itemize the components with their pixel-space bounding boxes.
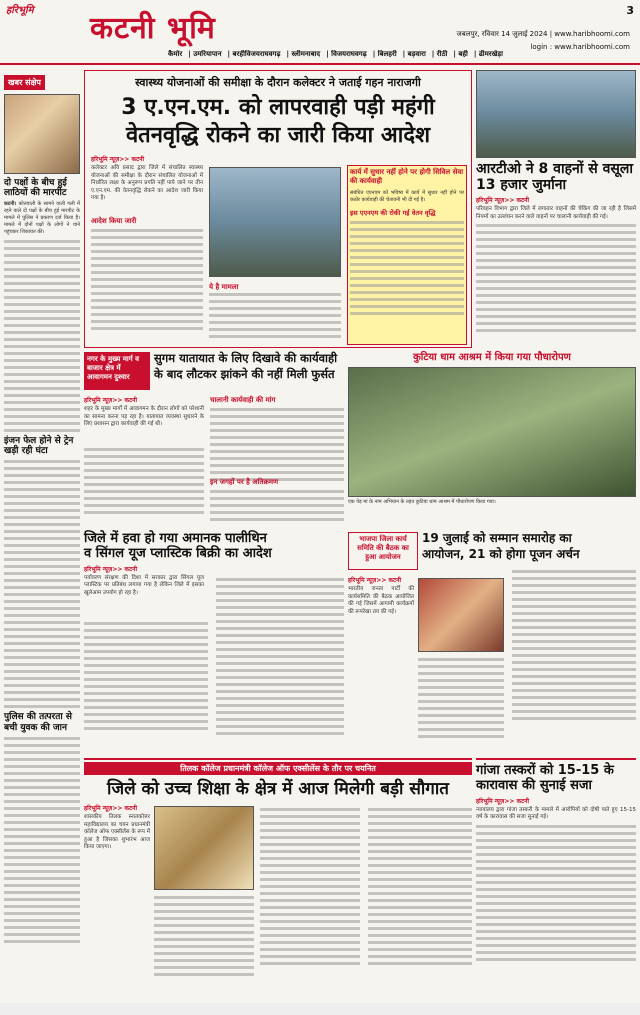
plantation-story [348, 352, 636, 528]
byline: हरिभूमि न्यूज़>> कटनी [476, 197, 530, 205]
news-photo [154, 806, 254, 890]
story-headline: सुगम यातायात के लिए दिखावे की कार्यवाही [154, 351, 338, 365]
story-headline: इंजन फेल होने से ट्रेन खड़ी रही घंटा [4, 435, 74, 457]
story-headline-2: के बाद लौटकर झांकने की नहीं मिली फुर्सत [154, 367, 335, 381]
story-headline: दो पक्षों के बीच हुई लाठियों की मारपीट [4, 178, 67, 199]
story-headline: पुलिस की तत्परता से बची युवक की जान [4, 712, 72, 733]
brand-logo: हरिभूमि [6, 5, 34, 16]
plastic-story [84, 532, 344, 754]
nav-bar: कैमोर | उमरियापान | बरहीविजयराघवगढ़ | स्लीमनाबाद | विजयराघवगढ़ | बिलहरी | बड़वारा | रीठी | बही | ढीमरखेड़ा [168, 50, 503, 58]
photo-caption: एक पेड़ मां के नाम अभियान के तहत कुटिया धाम आश्रम में पौधारोपण किया गया। [348, 498, 496, 505]
news-photo [418, 578, 504, 652]
news-photo [476, 70, 636, 158]
box-subheading: इस एएनएम की रोकी गई वेतन वृद्धि [350, 209, 436, 217]
byline: हरिभूमि न्यूज़>> कटनी [84, 397, 138, 404]
login-link[interactable]: login : www.haribhoomi.com [530, 43, 630, 51]
box-headline: कार्य में सुधार नहीं होने पर होगी सिविल सेवा की कार्यवाही [350, 168, 464, 185]
nav-item[interactable]: विजयराघवगढ़ [331, 50, 367, 58]
lead-kicker: स्वास्थ्य योजनाओं की समीक्षा के दौरान कलेक्टर ने जताई गहन नाराजगी [135, 76, 421, 89]
lead-story [84, 70, 472, 348]
section-tag: खबर संक्षेप [4, 75, 45, 90]
byline: हरिभूमि न्यूज़>> कटनी [476, 797, 530, 805]
dateline: जबलपुर, रविवार 14 जुलाई 2024 | www.haribhoomi.com [456, 30, 630, 38]
subheading: इन जगहों पर है अतिक्रमण [210, 478, 279, 486]
news-photo [209, 167, 341, 277]
subheading: आदेश किया जारी [91, 217, 137, 225]
nav-item[interactable]: बही [458, 50, 468, 58]
story-headline: गांजा तस्करों को 15-15 के [476, 763, 614, 778]
story-headline: कुटिया धाम आश्रम में किया गया पौधारोपण [413, 352, 571, 363]
news-photo [348, 367, 636, 497]
story-body: न्यायालय द्वारा गांजा तस्करी के मामले में आरोपियों को दोषी पाते हुए 15-15 वर्ष के कारावास की सजा सुनाई गई। [476, 806, 636, 821]
lead-headline-2: वेतनवृद्धि रोकने का जारी किया आदेश [125, 123, 431, 148]
story-body: शहर के मुख्य मार्गों में आवागमन के दौरान लोगों को परेशानी का सामना करना पड़ रहा है। यातायात व्यवस्था सुधारने के लिए प्रशासन द्वारा कार्यवाही की गई थी। [84, 406, 204, 427]
story-body: शासकीय तिलक स्नातकोत्तर महाविद्यालय का चयन प्रधानमंत्री कॉलेज ऑफ एक्सीलेंस के रूप में हुआ है जिसका शुभारंभ आज किया जाएगा। [84, 814, 150, 850]
footer-strip [0, 1003, 640, 1015]
bjp-story [348, 531, 580, 754]
story-headline: 19 जुलाई को सम्मान समारोह का [422, 531, 572, 545]
lead-headline: 3 ए.एन.एम. को लापरवाही पड़ी महंगी [121, 95, 435, 120]
divider [0, 63, 640, 65]
story-headline: जिले को उच्च शिक्षा के क्षेत्र में आज मिलेगी बड़ी सौगात [107, 779, 449, 799]
subheading: चालानी कार्यवाही की मांग [210, 396, 276, 404]
byline: हरिभूमि न्यूज़>> कटनी [84, 565, 138, 573]
byline: हरिभूमि न्यूज़>> कटनी [348, 577, 402, 584]
story-kicker: तिलक कॉलेज प्रधानमंत्री कॉलेज ऑफ एक्सीलेंस के तौर पर चयनित [84, 762, 472, 775]
nav-item[interactable]: बड़वारा [407, 50, 426, 58]
traffic-story [84, 352, 344, 528]
story-headline: आरटीओ ने 8 वाहनों से वसूला 13 हजार जुर्माना [476, 161, 633, 194]
college-story [84, 758, 472, 998]
left-column [4, 70, 80, 990]
nav-item[interactable]: रीठी [436, 50, 448, 58]
ganja-story [476, 758, 636, 998]
nav-item[interactable]: उमरियापान [193, 50, 222, 58]
byline: हरिभूमि न्यूज़>> कटनी [91, 156, 145, 163]
story-kicker: भाजपा जिला कार्य समिति की बैठक का हुआ आयोजन [348, 532, 418, 570]
news-photo [4, 94, 80, 174]
story-body: कलेक्टर अवि प्रसाद द्वारा जिले में संचालित स्वास्थ्य योजनाओं की समीक्षा के दौरान संचालित योजनाओं में निर्धारित लक्ष्य के अनुरूप प्रगति नहीं पाये जाने पर तीन ए.एन.एम. की वेतनवृद्धि रोकने का आदेश जारी किया गया है। [91, 165, 203, 201]
subheading: ये है मामला [209, 283, 239, 291]
story-body: भारतीय जनता पार्टी की कार्यसमिति की बैठक आयोजित की गई जिसमें आगामी कार्यक्रमों की रूपरेखा तय की गई। [348, 586, 414, 615]
page-number: 3 [626, 4, 634, 17]
nav-item[interactable]: ढीमरखेड़ा [478, 50, 503, 58]
story-body: पर्यावरण संरक्षण की दिशा में सरकार द्वारा सिंगल यूज प्लास्टिक पर प्रतिबंध लगाया गया है लेकिन जिले में इसका खुलेआम उपयोग हो रहा है। [84, 574, 204, 596]
byline: हरिभूमि न्यूज़>> कटनी [84, 805, 138, 812]
nav-item[interactable]: स्लीमनाबाद [291, 50, 321, 58]
story-headline-2: आयोजन, 21 को होगा पूजन अर्चन [422, 547, 580, 561]
page-title: कटनी भूमि [90, 11, 216, 46]
rto-story [476, 70, 636, 348]
bjp-continued [512, 570, 636, 724]
box-body: संबंधित एएनएम को भविष्य में कार्य में सुधार नहीं होने पर कठोर कार्यवाही की चेतावनी भी दी गई है। [350, 190, 464, 203]
story-kicker: नगर के मुख्य मार्ग व बाजार क्षेत्र में आवागमन दुश्वार [84, 352, 150, 390]
story-headline: जिले में हवा हो गया अमानक पालीथिन [84, 531, 267, 546]
story-body: कटनी। कोतवाली के सामने वाली गली में रहने वाले दो पक्षों के बीच हुई मारपीट के मामले में पुलिस ने प्रकरण दर्ज किया है। मामले में दोनों पक्षों के लोगों ने थाने पहुंचकर शिकायत की। [4, 200, 80, 235]
story-headline-2: व सिंगल यूज प्लास्टिक बिक्री का आदेश [84, 545, 272, 561]
nav-item[interactable]: कैमोर [168, 50, 183, 58]
nav-item[interactable]: बरहीविजयराघवगढ़ [232, 50, 281, 58]
story-headline-2: कारावास की सुनाई सजा [476, 777, 592, 793]
story-body: परिवहन विभाग द्वारा जिले में लगातार वाहनों की चेकिंग की जा रही है जिसमें नियमों का उल्लंघन करने वाले वाहनों पर चालानी कार्यवाही की गई। [476, 206, 636, 220]
highlight-box [347, 165, 467, 345]
nav-item[interactable]: बिलहरी [377, 50, 397, 58]
